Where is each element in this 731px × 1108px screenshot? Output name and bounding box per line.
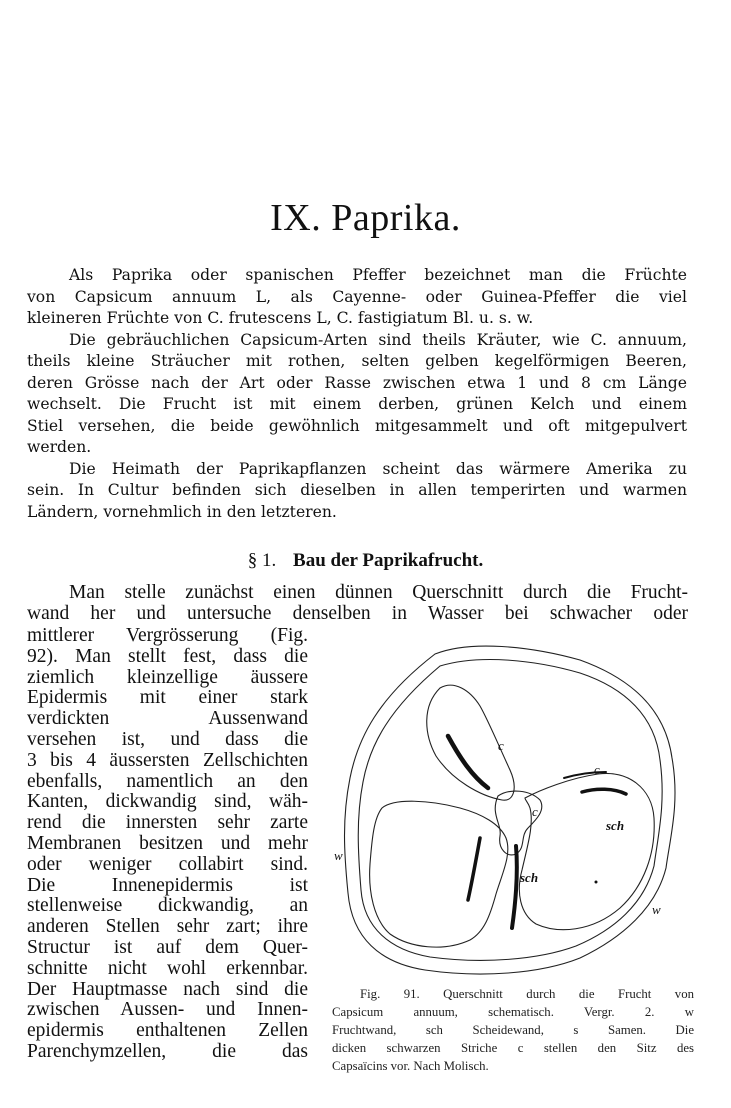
text-line: Membranen besitzen und mehr (27, 832, 308, 854)
body-text-column (27, 626, 308, 1063)
text-line: zwischen Aussen- und Innen- (27, 999, 308, 1021)
text-line: wechselt. Die Frucht ist mit einem derben, grünen Kelch und einem (27, 395, 687, 413)
text-line: anderen Stellen sehr zart; ihre (27, 916, 308, 938)
label-sch: sch (606, 818, 625, 833)
caption-line: dicken schwarzen Striche c stellen den Sitz des (332, 1041, 694, 1055)
text-line: Structur ist auf dem Quer- (27, 936, 308, 958)
label-w: w (334, 848, 343, 863)
text-line: Die gebräuchlichen Capsicum-Arten sind theils Kräuter, wie C. annuum, (69, 330, 687, 349)
body-text-full (27, 583, 688, 625)
text-line: ebenfalls, namentlich an den (27, 770, 308, 792)
capsaicin-stroke (512, 846, 517, 928)
fruit-wall-inner (358, 660, 662, 961)
caption-line: Fig. 91. Querschnitt durch die Frucht von (360, 987, 694, 1001)
text-line: kleineren Früchte von C. frutescens L, C. fastigiatum Bl. u. s. w. (27, 309, 534, 327)
text-line: sein. In Cultur befinden sich dieselben in allen temperirten und warmen (27, 481, 687, 499)
text-line: mittlerer Vergrösserung (Fig. (27, 625, 308, 646)
text-line: werden. (27, 438, 92, 456)
text-line: Als Paprika oder spanischen Pfeffer bezeichnet man die Früchte (69, 266, 687, 284)
capsaicin-stroke (582, 789, 626, 794)
label-c: c (498, 738, 504, 753)
text-line: Die Heimath der Paprikapflanzen scheint das wärmere Amerika zu (69, 459, 687, 478)
caption-line: Capsicum annuum, schematisch. Vergr. 2. w (332, 1005, 694, 1019)
chamber-bottom-left (370, 801, 508, 947)
text-line: 92). Man stellt fest, dass die (27, 645, 308, 667)
figure-caption (332, 985, 694, 1075)
text-line: deren Grösse nach der Art oder Rasse zwischen etwa 1 und 8 cm Länge (27, 373, 687, 392)
seed-dot (595, 881, 598, 884)
caption-line: Capsaïcins vor. Nach Molisch. (332, 1059, 489, 1073)
text-line: von Capsicum annuum L, als Cayenne- oder Guinea-Pfeffer die viel (27, 287, 687, 306)
chapter-title: IX. Paprika. (270, 197, 461, 239)
fruit-cross-section-figure (330, 638, 700, 983)
text-line: verdickten Aussenwand (27, 708, 308, 730)
text-line: stellenweise dickwandig, an (27, 895, 308, 917)
capsaicin-stroke (448, 736, 488, 788)
text-line: 3 bis 4 äussersten Zellschichten (27, 749, 308, 771)
text-line: wand her und untersuche denselben in Wasser bei schwacher oder (27, 602, 688, 624)
text-line: versehen ist, und dass die (27, 728, 308, 750)
intro-paragraph (27, 265, 687, 523)
label-sch: sch (520, 870, 539, 885)
label-c: c (532, 804, 538, 819)
placenta-center (495, 791, 542, 855)
text-line: Stiel versehen, die beide gewöhnlich mitgesammelt und oft mitgepulvert (27, 416, 687, 435)
text-line: Kanten, dickwandig sind, wäh- (27, 791, 308, 813)
text-line: Epidermis mit einer stark (27, 687, 308, 709)
text-line: Man stelle zunächst einen dünnen Querschnitt durch die Frucht- (69, 582, 688, 603)
caption-line: Fruchtwand, sch Scheidewand, s Samen. Die (332, 1023, 694, 1037)
text-line: oder weniger collabirt sind. (27, 853, 308, 875)
text-line: Die Innenepidermis ist (27, 874, 308, 896)
label-w: w (652, 902, 661, 917)
text-line: theils kleine Sträucher mit rothen, selten gelben kegelförmigen Beeren, (27, 352, 687, 370)
label-c: c (594, 762, 600, 777)
section-title: Bau der Paprikafrucht. (293, 550, 484, 571)
text-line: Ländern, vornehmlich in den letzteren. (27, 502, 337, 521)
text-line: ziemlich kleinzellige äussere (27, 666, 308, 688)
chamber-right (519, 773, 654, 929)
text-line: Der Hauptmasse nach sind die (27, 978, 308, 1000)
text-line: epidermis enthaltenen Zellen (27, 1020, 308, 1042)
section-number: § 1. (247, 550, 277, 571)
section-heading (0, 550, 731, 572)
text-line: schnitte nicht wohl erkennbar. (27, 957, 308, 979)
text-line: rend die innersten sehr zarte (27, 812, 308, 834)
capsaicin-stroke (468, 838, 480, 900)
text-line: Parenchymzellen, die das (27, 1040, 308, 1062)
fruit-wall-outer (345, 646, 676, 974)
